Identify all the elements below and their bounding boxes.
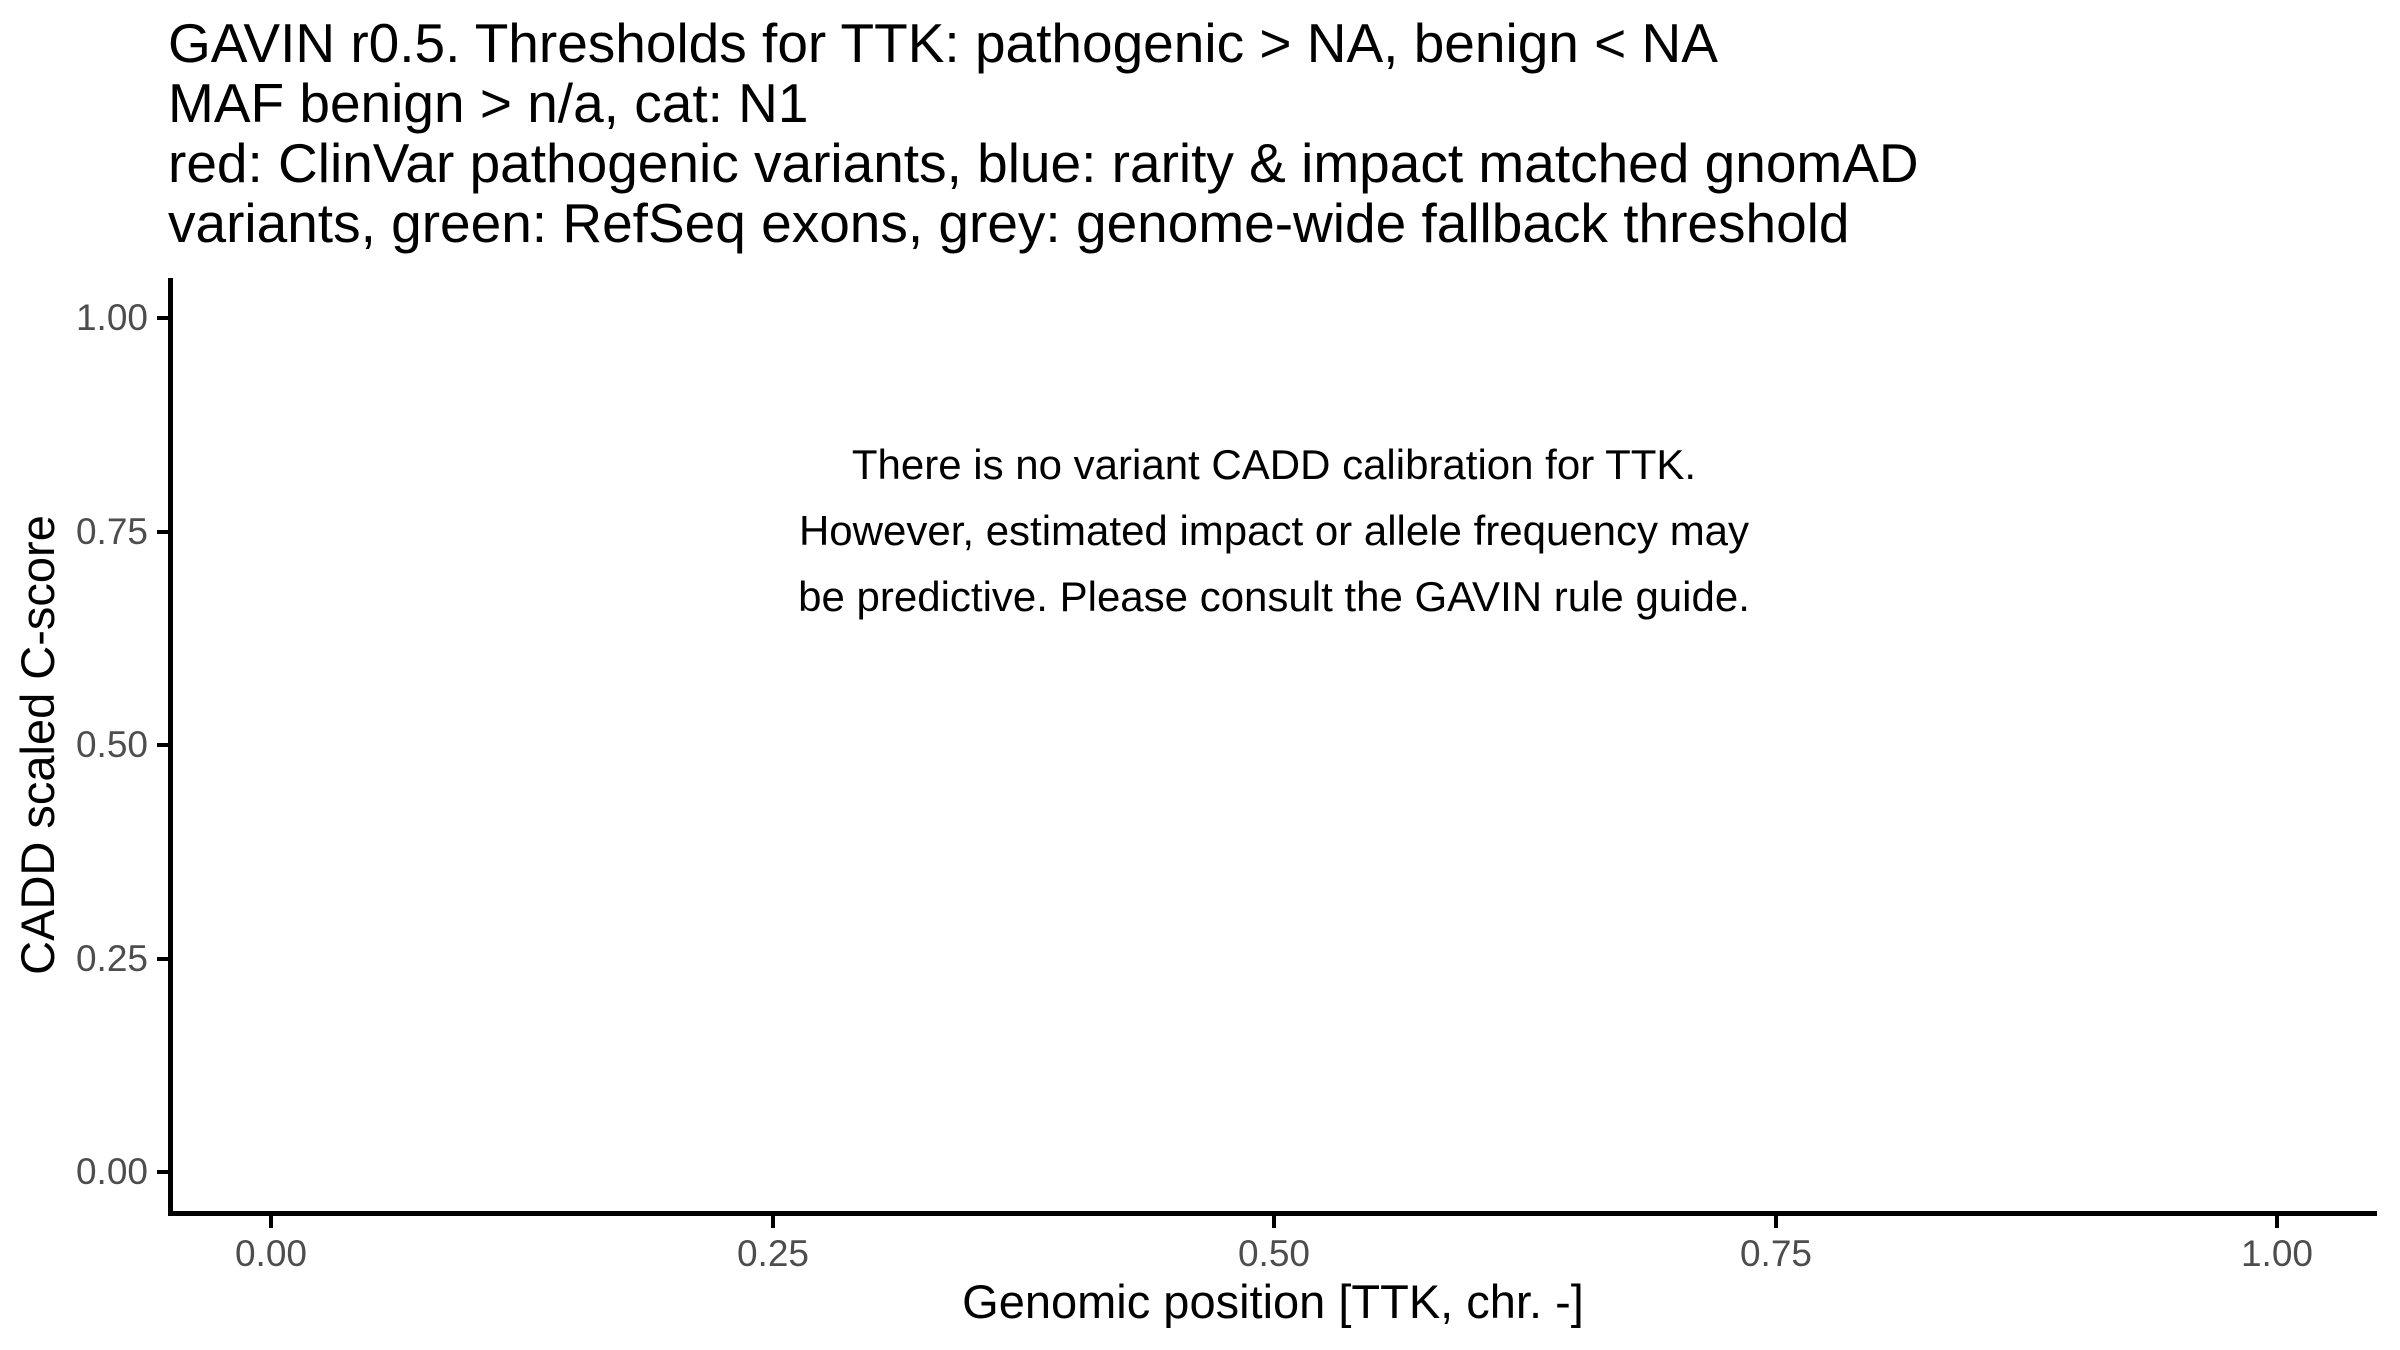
x-tick-label: 1.00 (2240, 1233, 2313, 1274)
plot-title-line-4: variants, green: RefSeq exons, grey: genome-wide fallback threshold (168, 192, 1850, 254)
y-tick-mark (157, 530, 168, 534)
x-tick-mark (2275, 1216, 2279, 1228)
y-axis-title: CADD scaled C-score (11, 515, 64, 975)
plot-title-line-1: GAVIN r0.5. Thresholds for TTK: pathogenic > NA, benign < NA (168, 12, 1718, 74)
annotation-line-2: However, estimated impact or allele frequency may (798, 507, 1750, 554)
y-tick-mark (157, 316, 168, 320)
annotation-line-1: There is no variant CADD calibration for TTK. (851, 441, 1697, 488)
y-tick-label: 1.00 (75, 297, 148, 338)
annotation-line-3: be predictive. Please consult the GAVIN rule guide. (798, 573, 1750, 620)
x-tick-label: 0.50 (1237, 1233, 1310, 1274)
y-tick-mark (157, 1170, 168, 1174)
plot-title-line-2: MAF benign > n/a, cat: N1 (168, 72, 809, 134)
x-tick-mark (269, 1216, 273, 1228)
y-tick-label: 0.50 (75, 724, 148, 765)
x-tick-mark (771, 1216, 775, 1228)
x-axis-title: Genomic position [TTK, chr. -] (962, 1275, 1584, 1328)
plot-title (168, 13, 1919, 253)
no-calibration-annotation (798, 432, 1750, 630)
x-tick-mark (1774, 1216, 1778, 1228)
y-tick-label: 0.25 (75, 938, 148, 979)
y-axis-line (168, 278, 173, 1216)
x-tick-label: 0.75 (1739, 1233, 1812, 1274)
y-tick-label: 0.00 (75, 1151, 148, 1192)
plot-title-line-3: red: ClinVar pathogenic variants, blue: rarity & impact matched gnomAD (168, 132, 1919, 194)
y-tick-mark (157, 957, 168, 961)
y-tick-label: 0.75 (75, 511, 148, 552)
x-tick-label: 0.25 (736, 1233, 809, 1274)
x-tick-label: 0.00 (234, 1233, 307, 1274)
x-tick-mark (1272, 1216, 1276, 1228)
y-tick-mark (157, 743, 168, 747)
